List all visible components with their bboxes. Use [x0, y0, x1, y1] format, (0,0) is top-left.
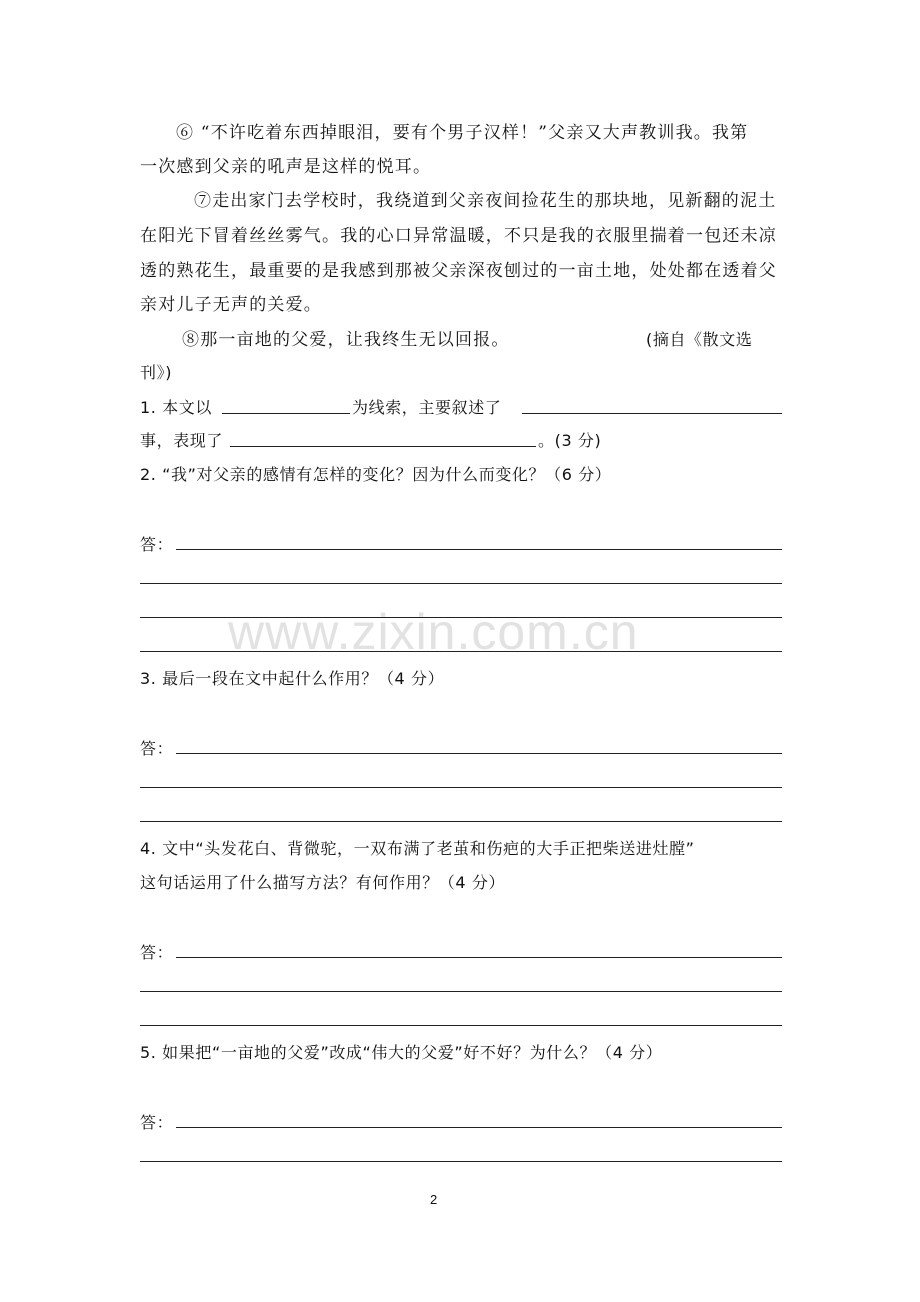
- paragraph-6-line-2: 一次感到父亲的吼声是这样的悦耳。: [140, 157, 432, 177]
- paragraph-7-line-1: ⑦走出家门去学校时，我绕道到父亲夜间捡花生的那块地，见新翻的泥土: [194, 191, 777, 211]
- answer-line[interactable]: [176, 957, 782, 958]
- question-5: 5. 如果把“一亩地的父爱”改成“伟大的父爱”好不好？为什么？（4 分）: [140, 1043, 663, 1062]
- question-1-blank-event[interactable]: [522, 413, 782, 414]
- source-citation-continued: 刊》): [140, 363, 173, 382]
- paragraph-7-line-2: 在阳光下冒着丝丝雾气。我的心口异常温暖，不只是我的衣服里揣着一包还未凉: [140, 226, 777, 246]
- answer-line[interactable]: [140, 617, 782, 618]
- question-1-blank-clue[interactable]: [222, 413, 350, 414]
- question-2: 2. “我”对父亲的感情有怎样的变化？因为什么而变化？（6 分）: [140, 465, 612, 484]
- question-4-line-1: 4. 文中“头发花白、背微驼，一双布满了老茧和伤疤的大手正把柴送进灶膛”: [140, 839, 695, 858]
- question-1-blank-theme[interactable]: [230, 446, 536, 447]
- answer-line[interactable]: [140, 991, 782, 992]
- answer-line[interactable]: [140, 651, 782, 652]
- answer-label: 答：: [140, 739, 174, 758]
- answer-line[interactable]: [140, 821, 782, 822]
- answer-line[interactable]: [176, 1127, 782, 1128]
- question-4-line-2: 这句话运用了什么描写方法？有何作用？（4 分）: [140, 873, 506, 892]
- answer-line[interactable]: [176, 549, 782, 550]
- answer-line[interactable]: [140, 787, 782, 788]
- answer-line[interactable]: [140, 583, 782, 584]
- question-1-text-c: 事，表现了: [140, 431, 224, 450]
- question-1-text-b: 为线索，主要叙述了: [352, 398, 502, 417]
- answer-label: 答：: [140, 535, 174, 554]
- answer-label: 答：: [140, 1113, 174, 1132]
- answer-label: 答：: [140, 943, 174, 962]
- question-3: 3. 最后一段在文中起什么作用？（4 分）: [140, 669, 445, 688]
- paragraph-8: ⑧那一亩地的父爱，让我终生无以回报。: [182, 330, 510, 350]
- answer-line[interactable]: [140, 1025, 782, 1026]
- paragraph-6-line-1: ⑥ “不许吃着东西掉眼泪，要有个男子汉样！”父亲又大声教训我。我第: [176, 123, 749, 143]
- paragraph-7-line-3: 透的熟花生，最重要的是我感到那被父亲深夜刨过的一亩土地，处处都在透着父: [140, 261, 777, 281]
- paragraph-7-line-4: 亲对儿子无声的关爱。: [140, 295, 322, 315]
- question-1-text-d: 。(3 分): [538, 431, 602, 450]
- watermark: www.zixin.com.cn: [228, 604, 639, 660]
- source-citation: (摘自《散文选: [646, 330, 753, 349]
- answer-line[interactable]: [140, 1161, 782, 1162]
- page-number: 2: [430, 1192, 438, 1207]
- answer-line[interactable]: [176, 753, 782, 754]
- question-1-text-a: 1. 本文以: [140, 398, 212, 417]
